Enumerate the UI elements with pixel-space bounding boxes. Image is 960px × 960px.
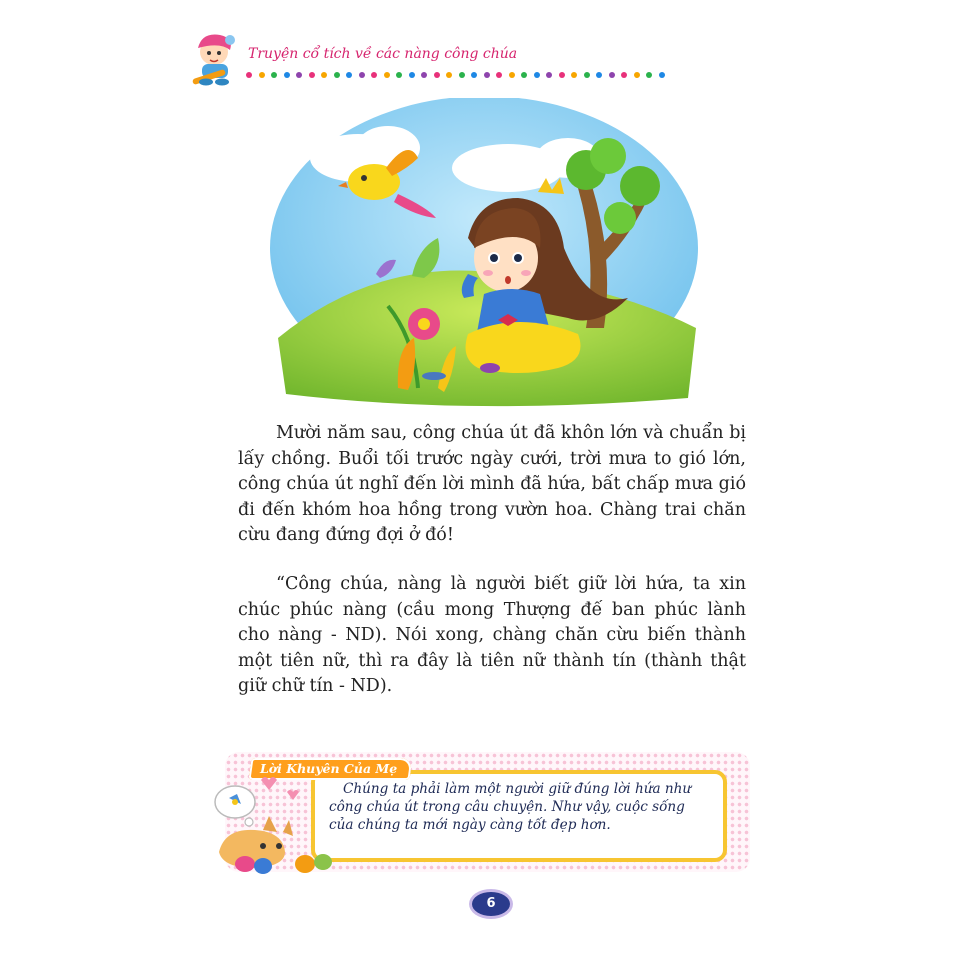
story-paragraph-2: “Công chúa, nàng là người biết giữ lời hứa, ta xin chúc phúc nàng (cầu mong Thượng đế ban phúc lành cho nàng - ND). Nói xong, chàng chăn cừu biến thành một tiên nữ, thì ra đây là tiên nữ thành tín (thành thật giữ chữ tín - ND).: [238, 574, 746, 696]
decorative-dot: [384, 72, 390, 78]
decorative-dot: [571, 72, 577, 78]
decorative-dot: [296, 72, 302, 78]
decorative-dot: [471, 72, 477, 78]
decorative-dot: [534, 72, 540, 78]
decorative-dot: [421, 72, 427, 78]
page-number: 6: [486, 896, 496, 911]
series-title: Truyện cổ tích về các nàng công chúa: [248, 46, 518, 62]
decorative-dot: [434, 72, 440, 78]
decorative-dots: [246, 72, 665, 78]
decorative-dot: [646, 72, 652, 78]
decorative-dot: [271, 72, 277, 78]
decorative-dot: [509, 72, 515, 78]
decorative-dot: [284, 72, 290, 78]
decorative-dot: [596, 72, 602, 78]
decorative-dot: [309, 72, 315, 78]
story-paragraph-1: Mười năm sau, công chúa út đã khôn lớn và chuẩn bị lấy chồng. Buổi tối trước ngày cưới, trời mưa to gió lớn, công chúa út nghĩ đến lời mình đã hứa, bất chấp mưa gió đi đến khóm hoa hồng trong vườn hoa. Chàng trai chăn cừu đang đứng đợi ở đó!: [238, 423, 746, 545]
page-number-badge: [472, 892, 510, 916]
girl-mascot-icon: [190, 30, 242, 86]
decorative-dot: [521, 72, 527, 78]
decorative-dot: [359, 72, 365, 78]
decorative-dot: [496, 72, 502, 78]
decorative-dot: [659, 72, 665, 78]
decorative-dot: [346, 72, 352, 78]
decorative-dot: [334, 72, 340, 78]
decorative-dot: [446, 72, 452, 78]
decorative-dot: [559, 72, 565, 78]
decorative-dot: [634, 72, 640, 78]
mothers-advice-box: [205, 752, 755, 877]
decorative-dot: [246, 72, 252, 78]
decorative-dot: [321, 72, 327, 78]
decorative-dot: [259, 72, 265, 78]
advice-text: Chúng ta phải làm một người giữ đúng lời hứa như công chúa út trong câu chuyện. Như vậy, cuộc sống của chúng ta mới ngày càng tốt đẹp hơn.: [329, 781, 692, 833]
decorative-dot: [621, 72, 627, 78]
decorative-dot: [484, 72, 490, 78]
cat-thinking-icon: [205, 772, 335, 882]
decorative-dot: [371, 72, 377, 78]
princess-illustration: [268, 98, 700, 408]
decorative-dot: [584, 72, 590, 78]
page-header: [190, 30, 518, 90]
advice-title: Lời Khuyên Của Mẹ: [260, 761, 398, 776]
decorative-dot: [546, 72, 552, 78]
decorative-dot: [396, 72, 402, 78]
decorative-dot: [459, 72, 465, 78]
decorative-dot: [409, 72, 415, 78]
decorative-dot: [609, 72, 615, 78]
